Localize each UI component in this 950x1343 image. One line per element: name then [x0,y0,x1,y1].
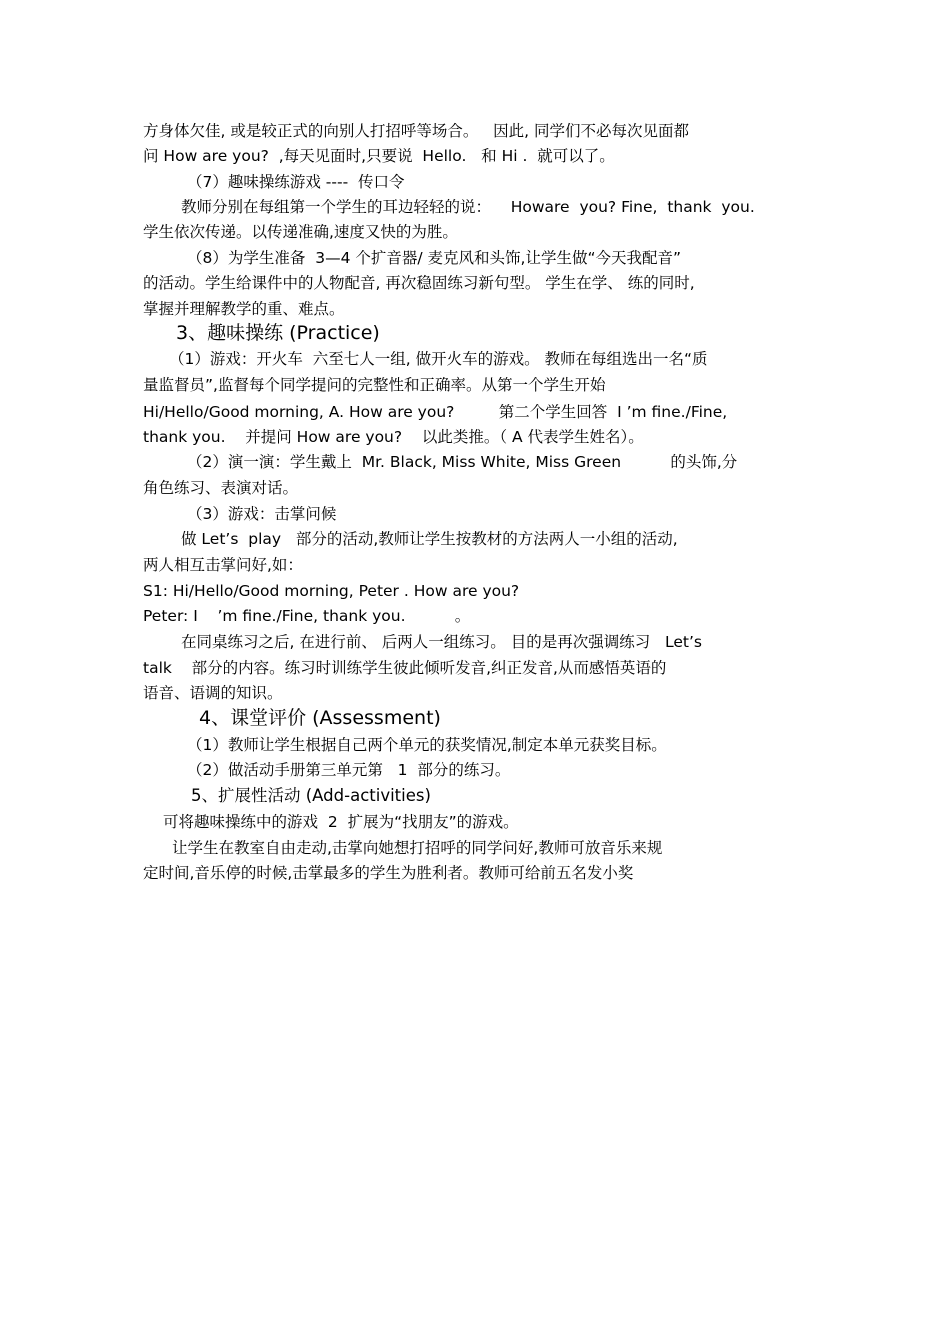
text-line: 让学生在教室自由走动,击掌向她想打招呼的同学问好,教师可放音乐来规 [172,839,663,857]
text-line: 的活动。学生给课件中的人物配音, 再次稳固练习新句型。 学生在学、 练的同时, [143,274,695,292]
text-line: 在同桌练习之后, 在进行前、 后两人一组练习。 目的是再次强调练习 Let’s [181,633,702,651]
text-line: （1）教师让学生根据自己两个单元的获奖情况,制定本单元获奖目标。 [187,736,667,754]
text-line: S1: Hi/Hello/Good morning, Peter . How are you? [143,582,520,600]
text-line: 两人相互击掌问好,如： [143,556,303,574]
section-heading: 4、课堂评价 (Assessment) [199,707,441,729]
text-line: 方身体欠佳, 或是较正式的向别人打招呼等场合。 因此, 同学们不必每次见面都 [143,122,689,140]
text-line: （2）演一演：学生戴上 Mr. Black, Miss White, Miss Green 的头饰,分 [187,453,738,471]
text-line: （8）为学生准备 3—4 个扩音器/ 麦克风和头饰,让学生做“今天我配音” [187,249,682,267]
text-line: 语音、语调的知识。 [143,684,283,702]
text-line: Hi/Hello/Good morning, A. How are you? 第二个学生回答 I ’m fine./Fine, [143,403,728,421]
text-line: 做 Let’s play 部分的活动,教师让学生按教材的方法两人一小组的活动, [181,530,678,548]
text-line: 教师分别在每组第一个学生的耳边轻轻的说： Howare you? Fine, thank you. [181,198,755,216]
text-line: （1）游戏：开火车 六至七人一组, 做开火车的游戏。 教师在每组选出一名“质 [169,350,708,368]
text-line: 可将趣味操练中的游戏 2 扩展为“找朋友”的游戏。 [163,813,519,831]
text-line: Peter: I ’m fine./Fine, thank you. 。 [143,607,471,625]
text-line: （3）游戏：击掌问候 [187,505,337,523]
section-heading: 3、趣味操练 (Practice) [176,322,380,344]
text-line: thank you. 并提问 How are you? 以此类推。（ A 代表学生姓名）。 [143,428,644,446]
text-line: 角色练习、表演对话。 [143,479,299,497]
section-heading: 5、扩展性活动 (Add-activities) [191,786,431,805]
text-line: talk 部分的内容。练习时训练学生彼此倾听发音,纠正发音,从而感悟英语的 [143,659,667,677]
text-line: 学生依次传递。以传递准确,速度又快的为胜。 [143,223,458,241]
text-line: （2）做活动手册第三单元第 1 部分的练习。 [187,761,511,779]
text-line: 掌握并理解教学的重、难点。 [143,300,345,318]
text-line: 量监督员”,监督每个同学提问的完整性和正确率。从第一个学生开始 [143,376,606,394]
text-line: 定时间,音乐停的时候,击掌最多的学生为胜利者。教师可给前五名发小奖 [143,864,634,882]
text-line: 问 How are you? ,每天见面时,只要说 Hello. 和 Hi . 就可以了。 [143,147,615,165]
text-line: （7）趣味操练游戏 ---- 传口令 [187,173,405,191]
